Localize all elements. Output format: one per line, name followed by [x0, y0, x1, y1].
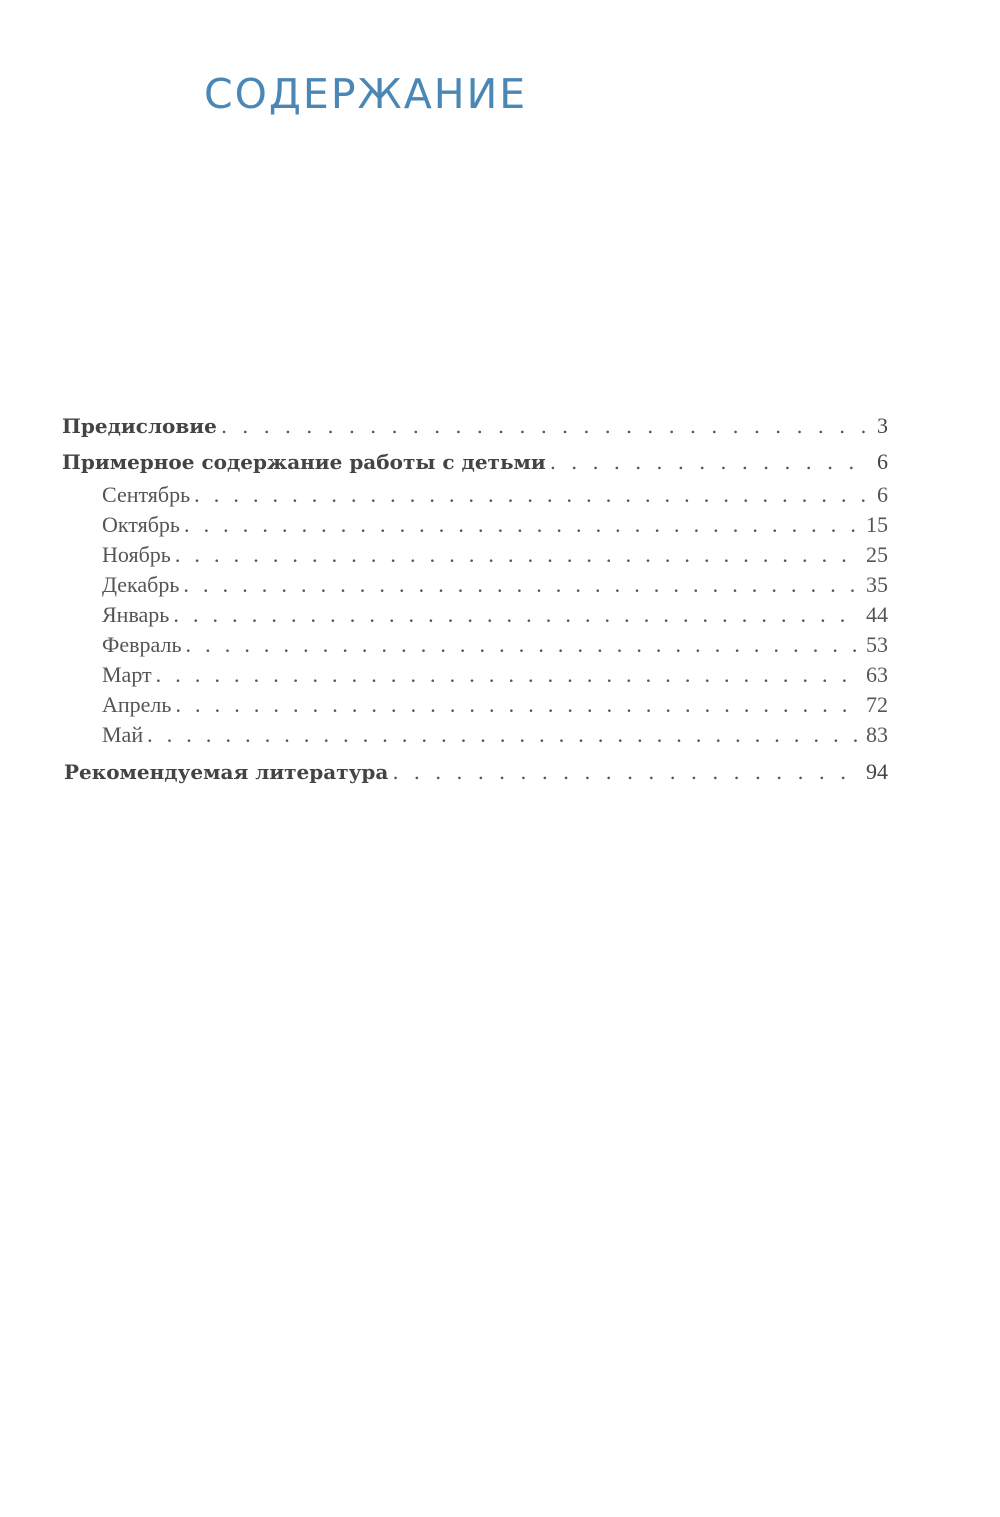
dot-leader [183, 570, 860, 600]
toc-entry-label: Ноябрь [102, 542, 171, 567]
toc-page-number: 3 [877, 413, 888, 438]
toc-entry-march[interactable] [62, 660, 888, 690]
toc-entry-label: Февраль [102, 632, 182, 657]
toc-page-number: 25 [866, 542, 888, 567]
dot-leader [175, 690, 860, 720]
toc-entry-may[interactable] [62, 720, 888, 750]
toc-entry-label: Март [102, 662, 152, 687]
dot-leader [550, 444, 871, 480]
toc-entry-label: Предисловие [62, 414, 217, 438]
toc-entry-november[interactable] [62, 540, 888, 570]
toc-entry-label: Январь [102, 602, 170, 627]
toc-entry-preface[interactable] [62, 408, 888, 444]
toc-page-number: 44 [866, 602, 888, 627]
dot-leader [186, 630, 860, 660]
dot-leader [175, 540, 860, 570]
toc-page-number: 72 [866, 692, 888, 717]
dot-leader [194, 480, 871, 510]
toc-page-number: 83 [866, 722, 888, 747]
dot-leader [147, 720, 860, 750]
toc-entry-december[interactable] [62, 570, 888, 600]
toc-page-number: 6 [877, 449, 888, 474]
toc-entry-january[interactable] [62, 600, 888, 630]
dot-leader [184, 510, 860, 540]
toc-entry-literature[interactable] [62, 754, 888, 790]
toc-entry-content[interactable] [62, 444, 888, 480]
dot-leader [392, 754, 860, 790]
toc-entry-label: Декабрь [102, 572, 180, 597]
toc-entry-label: Примерное содержание работы с детьми [62, 450, 546, 474]
toc-entry-february[interactable] [62, 630, 888, 660]
toc-page-number: 94 [866, 759, 888, 784]
toc-page-number: 15 [866, 512, 888, 537]
toc-entry-label: Октябрь [102, 512, 180, 537]
toc-page-number: 35 [866, 572, 888, 597]
page-title: СОДЕРЖАНИЕ [204, 70, 528, 118]
toc-page-number: 6 [877, 482, 888, 507]
toc-entry-label: Май [102, 722, 144, 747]
table-of-contents [62, 408, 888, 790]
toc-entry-september[interactable] [62, 480, 888, 510]
dot-leader [221, 408, 871, 444]
toc-page-number: 53 [866, 632, 888, 657]
toc-entry-october[interactable] [62, 510, 888, 540]
dot-leader [156, 660, 860, 690]
toc-entry-april[interactable] [62, 690, 888, 720]
toc-entry-label: Рекомендуемая литература [64, 760, 389, 784]
toc-page-number: 63 [866, 662, 888, 687]
toc-entry-label: Апрель [102, 692, 172, 717]
toc-entry-label: Сентябрь [102, 482, 191, 507]
dot-leader [173, 600, 860, 630]
